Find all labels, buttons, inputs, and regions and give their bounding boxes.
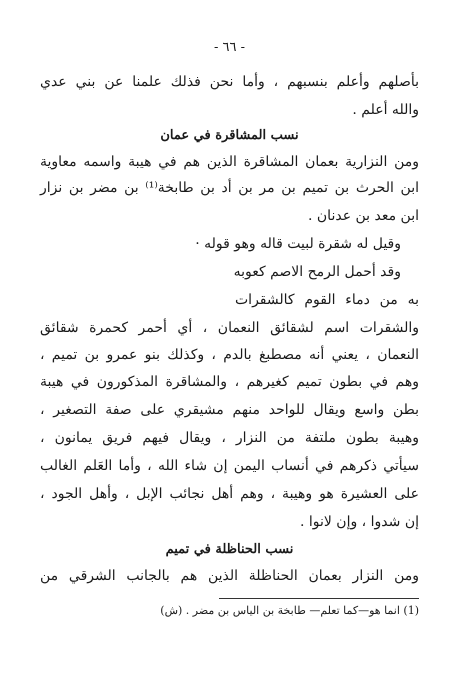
text-line: ابن معد بن عدنان . bbox=[308, 208, 419, 224]
text-line: بطن واسع ويقال للواحد منهم مشيقري على صفة التصغير ، bbox=[40, 402, 419, 418]
section-heading: نسب الحناظلة في تميم bbox=[165, 542, 294, 557]
verse-line: به من دماء القوم كالشقرات bbox=[235, 292, 419, 308]
text-line: وهيبة بطون ملتفة من النزار ، ويقال فيهم فريق يمانون ، bbox=[40, 430, 419, 446]
text-line: إن شدوا ، وإن لانوا . bbox=[299, 514, 419, 530]
text-line: وهم في بطون تميم كغيرهم ، والمشاقرة المذكورون في هيبة bbox=[40, 374, 419, 390]
text-line: على العشيرة هو وهيبة ، وهم أهل نجائب الإبل ، وأهل الجود ، bbox=[40, 486, 419, 502]
text-line: سيأتي ذكرهم في أنساب اليمن إن شاء الله ، وأما العَلم الغالب bbox=[40, 458, 419, 474]
footnote: (1) انما هو—كما تعلم— طابخة بن الياس بن مضر . (ش) bbox=[160, 604, 419, 617]
text-line: والشقرات اسم لشقائق النعمان ، أي أحمر كحمرة شقائق bbox=[40, 320, 419, 336]
text-line: ومن النزارية بعمان المشاقرة الذين هم في هيبة واسمه معاوية bbox=[40, 154, 419, 170]
footnote-rule bbox=[219, 598, 419, 599]
text-line: بأصلهم وأعلم بنسبهم ، وأما نحن فذلك علمنا عن بني عدي bbox=[40, 74, 419, 90]
text-line: والله أعلم . bbox=[352, 102, 419, 118]
text-line: ابن الحرث بن تميم بن مر بن أد بن طابخة⁽¹⁾ بن مضر بن نزار bbox=[40, 180, 419, 196]
page-number: - ٦٦ - bbox=[213, 40, 246, 55]
text-line: ومن النزار بعمان الحناظلة الذين هم بالجانب الشرقي من bbox=[40, 568, 419, 584]
text-line: وقيل له شقرة لبيت قاله وهو قوله · bbox=[195, 236, 401, 252]
verse-line: وقد أحمل الرمح الاصم كعوبه bbox=[233, 264, 401, 280]
text-line: النعمان ، يعني أنه مصطبغ بالدم ، وكذلك بنو عمرو بن تميم ، bbox=[40, 347, 419, 363]
section-heading: نسب المشاقرة في عمان bbox=[160, 128, 299, 143]
